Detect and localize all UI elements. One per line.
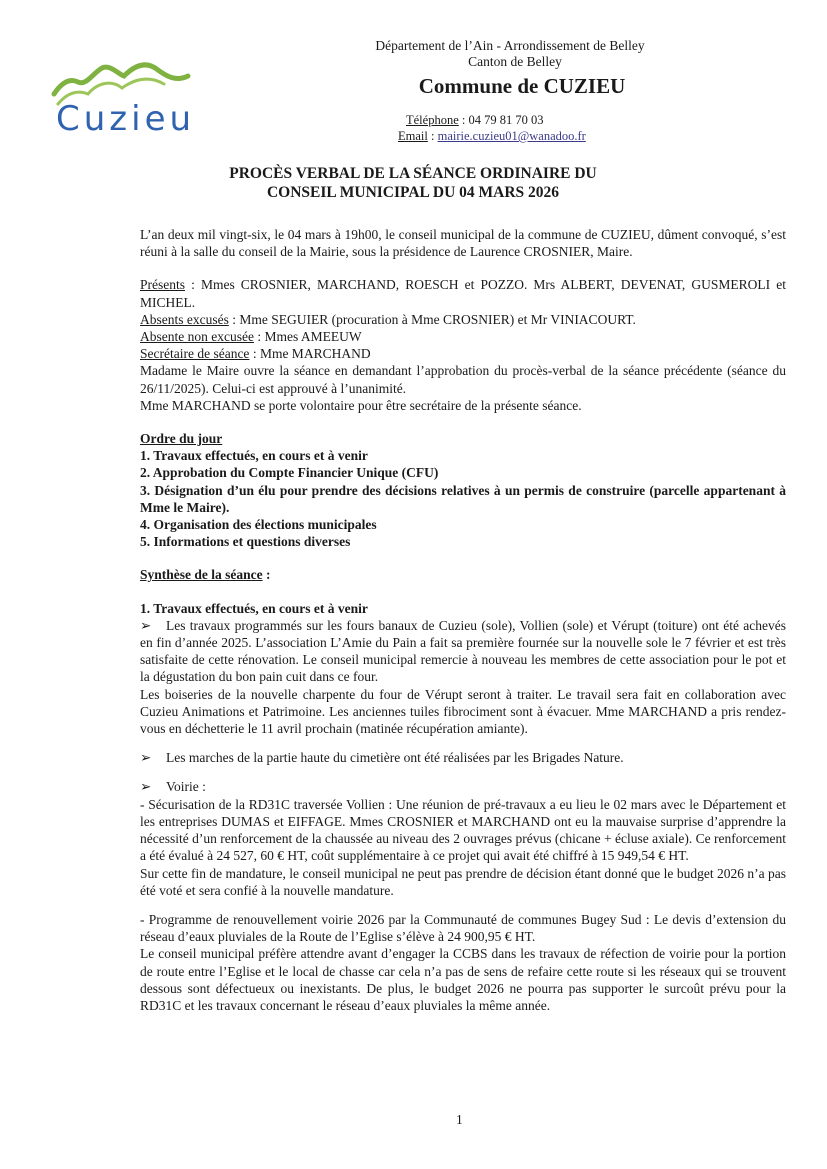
excused-label: Absents excusés [140, 311, 229, 327]
letterhead [300, 38, 720, 100]
mountain-logo-icon [48, 52, 208, 142]
secretary-text: : Mme MARCHAND [249, 346, 371, 362]
commune-name: Commune de CUZIEU [418, 74, 626, 98]
page-number: 1 [456, 1112, 463, 1127]
arrow-bullet-icon: ➢ [140, 779, 152, 795]
unexcused-text: : Mmes AMEEUW [253, 329, 362, 345]
synthesis-heading-suffix: : [262, 567, 271, 583]
present-text: : Mmes CROSNIER, MARCHAND, ROESCH et POZZO. Mrs ALBERT, DEVENAT, GUSMEROLI et MICHEL. [140, 277, 786, 310]
phone-value: : 04 79 81 70 03 [458, 113, 544, 127]
contact-block [398, 112, 586, 144]
synthesis-heading [140, 566, 786, 583]
email-separator: : [427, 129, 438, 143]
phone-row [398, 112, 586, 128]
cemetery-paragraph-text: Les marches de la partie haute du cimetière ont été réalisées par les Brigades Nature. [166, 750, 624, 766]
present-label: Présents [140, 277, 185, 293]
unexcused-line [140, 328, 786, 345]
roads-heading-text: Voirie : [166, 779, 206, 795]
email-row [398, 128, 586, 144]
phone-label: Téléphone [406, 113, 459, 127]
roads-heading [140, 778, 786, 795]
arrow-bullet-icon: ➢ [140, 750, 152, 766]
works-paragraph-1 [140, 617, 786, 686]
volunteer-paragraph: Mme MARCHAND se porte volontaire pour être secrétaire de la présente séance. [140, 397, 582, 413]
renewal-paragraph: - Programme de renouvellement voirie 2026 par la Communauté de communes Bugey Sud : Le devis d’extension du réseau d’eaux pluviales de la Route de l’Eglise s’élève à 24 900,95 € HT. [140, 911, 786, 945]
title-line-2: CONSEIL MUNICIPAL DU 04 MARS 2026 [266, 184, 560, 201]
excused-line [140, 311, 786, 328]
agenda-item: 5. Informations et questions diverses [140, 534, 351, 550]
rd31c-paragraph: - Sécurisation de la RD31C traversée Vollien : Une réunion de pré-travaux a eu lieu le 02 mars avec le Département et les entreprises DUMAS et EIFFAGE. Mmes CROSNIER et MARCHAND ont eu la mauvaise surprise d’apprendre la nécessité d’un renforcement de la chaussée au niveau des 2 ouvrages prévus (chicane + écluse axiale). Ce renforcement a été évalué à 24 527, 60 € HT, coût supplémentaire à ce projet qui avait été chiffré à 15 949,54 € HT. [140, 796, 786, 864]
secretary-label: Secrétaire de séance [140, 346, 250, 362]
works-paragraph-2: Les boiseries de la nouvelle charpente du four de Vérupt seront à traiter. Le travail sera fait en collaboration avec Cuzieu Animations et Patrimoine. Les anciennes tuiles fibrociment sont à évacuer. Mme MARCHAND a pris rendez-vous en déchetterie le 11 avril prochain (matinée récupération amiante). [140, 686, 786, 737]
agenda [140, 430, 786, 550]
commune-logo [48, 52, 208, 142]
present-line [140, 276, 786, 310]
agenda-item: 2. Approbation du Compte Financier Unique (CFU) [140, 465, 439, 481]
document-title [140, 164, 686, 202]
intro-paragraph: L’an deux mil vingt-six, le 04 mars à 19h00, le conseil municipal de la commune de CUZIEU, dûment convoqué, s’est réuni à la salle du conseil de la Mairie, sous la présidence de Laurence CROSNIER, Maire. [140, 227, 786, 260]
canton-line: Canton de Belley [468, 54, 562, 69]
cemetery-paragraph [140, 749, 786, 766]
department-line: Département de l’Ain - Arrondissement de Belley [375, 38, 645, 53]
ccbs-paragraph: Le conseil municipal préfère attendre avant d’engager la CCBS dans les travaux de réfection de voirie pour la portion de route entre l’Eglise et le local de chasse car cela n’a pas de sens de refaire cette route si les réseaux qui se trouvent dessous sont défectueux ou inexistants. De plus, le budget 2026 ne pourra pas supporter le surcoût prévu pour la RD31C et les travaux concernant le réseau d’eaux pluviales la même année. [140, 946, 786, 1013]
approval-paragraph: Madame le Maire ouvre la séance en demandant l’approbation du procès-verbal de la séance précédente (séance du 26/11/2025). Celui-ci est approuvé à l’unanimité. [140, 363, 786, 396]
title-line-1: PROCÈS VERBAL DE LA SÉANCE ORDINAIRE DU [229, 165, 597, 182]
unexcused-label: Absente non excusée [140, 329, 254, 345]
section-1-title: 1. Travaux effectués, en cours et à venir [140, 600, 368, 616]
excused-text: : Mme SEGUIER (procuration à Mme CROSNIER) et Mr VINIACOURT. [228, 311, 636, 327]
agenda-item: 1. Travaux effectués, en cours et à venir [140, 448, 368, 464]
synthesis-heading-text: Synthèse de la séance [140, 567, 263, 583]
logo-text: Cuzieu [56, 99, 196, 139]
email-link[interactable]: mairie.cuzieu01@wanadoo.fr [437, 129, 586, 143]
agenda-heading: Ordre du jour [140, 431, 223, 447]
secretary-line [140, 345, 786, 362]
agenda-item: 4. Organisation des élections municipales [140, 517, 377, 533]
agenda-item: 3. Désignation d’un élu pour prendre des décisions relatives à un permis de construire (parcelle appartenant à Mme le Maire). [140, 482, 786, 515]
email-label: Email [398, 129, 428, 143]
document-body [140, 226, 786, 1014]
arrow-bullet-icon: ➢ [140, 617, 152, 633]
mandate-paragraph: Sur cette fin de mandature, le conseil municipal ne peut pas prendre de décision étant donné que le budget 2026 n’a pas été voté et sera confié à la nouvelle mandature. [140, 865, 786, 898]
works-paragraph-1-text: Les travaux programmés sur les fours banaux de Cuzieu (sole), Vollien (sole) et Vérupt (toiture) ont été achevés en fin d’année 2025. L’association L’Amie du Pain a fait sa première fournée sur la nouvelle sole le 7 février et est très satisfaite de cette rénovation. Le conseil municipal remercie à nouveau les membres de cette association pour le pot et la dégustation du bon pain cuit dans ce four. [140, 617, 786, 685]
